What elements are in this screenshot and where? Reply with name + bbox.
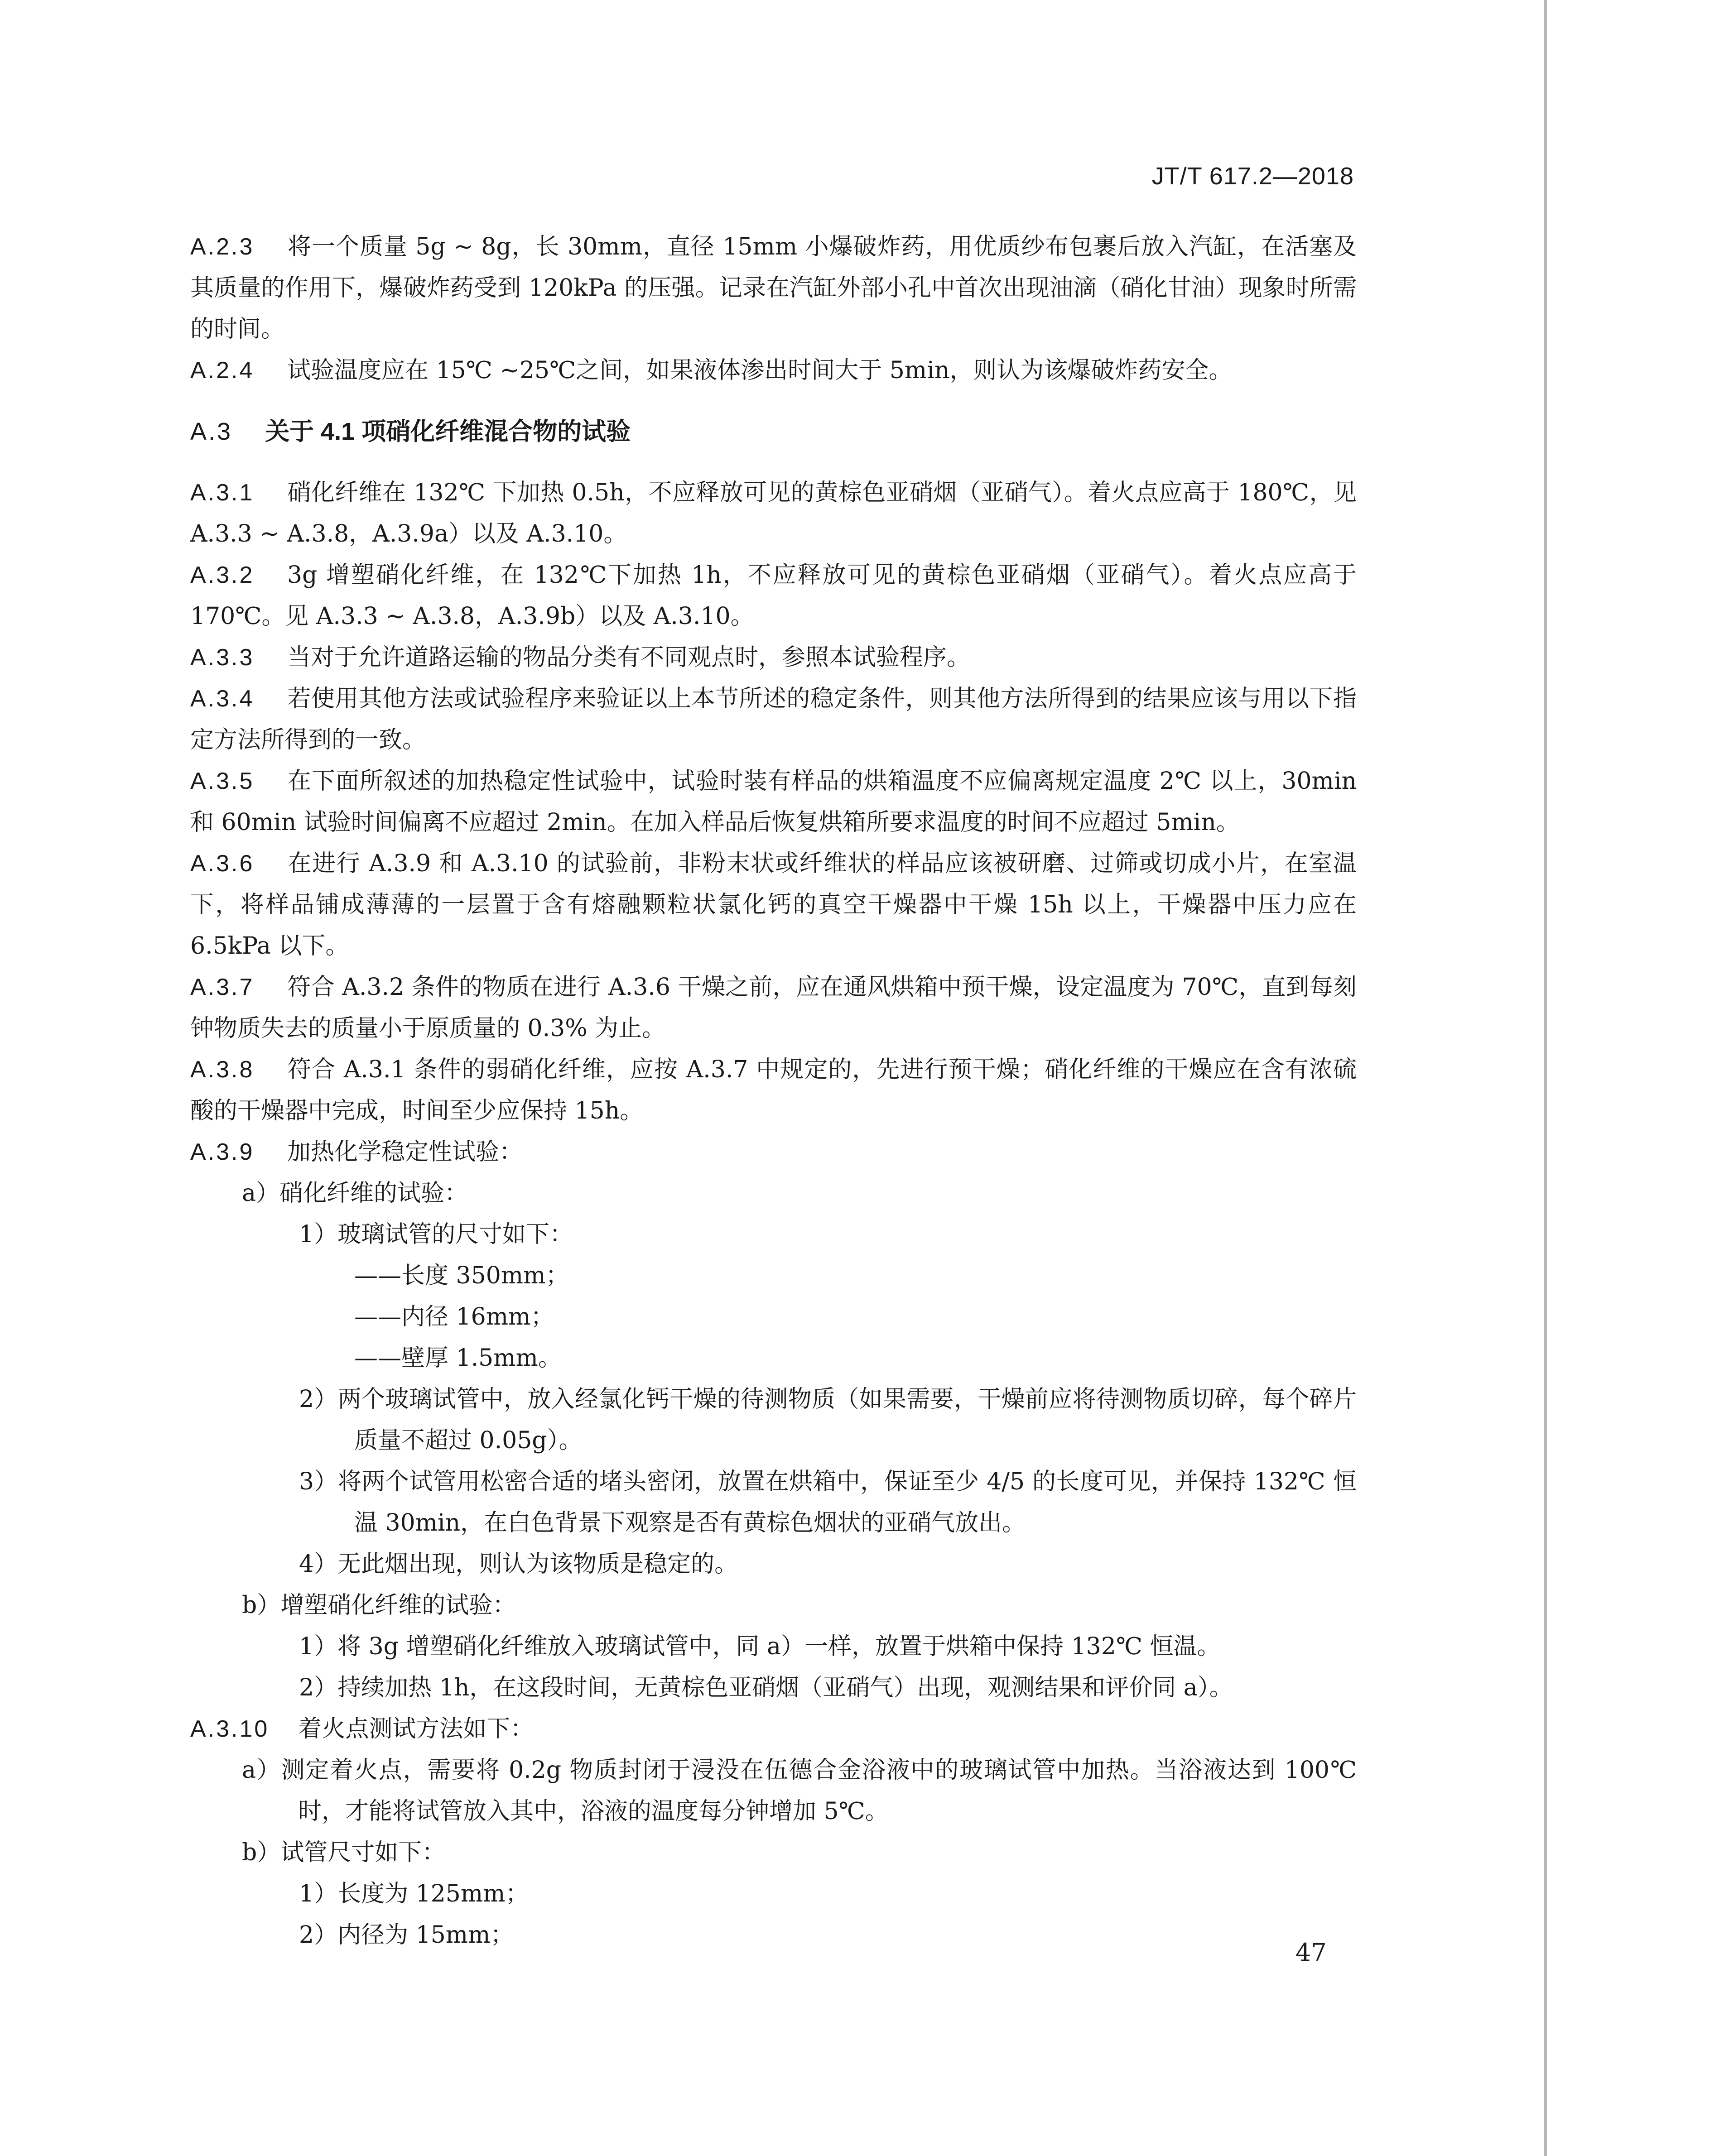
list-item-a39-a3 bbox=[190, 1461, 1357, 1544]
clause-text: 着火点测试方法如下： bbox=[298, 1715, 534, 1743]
list-marker: b） bbox=[242, 1839, 281, 1866]
clause-a33 bbox=[190, 637, 1357, 678]
clause-text: 符合 A.3.1 条件的弱硝化纤维，应按 A.3.7 中规定的，先进行预干燥；硝化纤维的干燥应在含有浓硫酸的干燥器中完成，时间至少应保持 15h。 bbox=[190, 1056, 1357, 1124]
list-marker: 2） bbox=[299, 1674, 338, 1701]
clause-a31 bbox=[190, 472, 1357, 555]
clause-number: A.2.4 bbox=[190, 357, 255, 384]
section-heading-a3 bbox=[190, 411, 1357, 452]
list-item-a39-b bbox=[190, 1585, 1357, 1626]
list-item-a310-a bbox=[190, 1750, 1357, 1832]
list-item-a310-b bbox=[190, 1832, 1357, 1873]
list-item-a39-b2 bbox=[190, 1667, 1357, 1709]
dash-item-wall-thickness: ——壁厚 1.5mm。 bbox=[354, 1344, 562, 1372]
list-text: 将两个试管用松密合适的堵头密闭，放置在烘箱中，保证至少 4/5 的长度可见，并保持 132℃ 恒温 30min，在白色背景下观察是否有黄棕色烟状的亚硝气放出。 bbox=[337, 1468, 1357, 1537]
list-text: 持续加热 1h，在这段时间，无黄棕色亚硝烟（亚硝气）出现，观测结果和评价同 a）。 bbox=[337, 1674, 1233, 1701]
document-body bbox=[190, 226, 1357, 1956]
clause-number: A.3.8 bbox=[190, 1056, 255, 1083]
clause-number: A.3.2 bbox=[190, 562, 255, 588]
clause-a32 bbox=[190, 555, 1357, 637]
clause-a35 bbox=[190, 761, 1357, 843]
dash-item-inner-diameter: ——内径 16mm； bbox=[354, 1303, 554, 1330]
list-text: 将 3g 增塑硝化纤维放入玻璃试管中，同 a）一样，放置于烘箱中保持 132℃ 恒温。 bbox=[337, 1633, 1221, 1660]
clause-number: A.3.3 bbox=[190, 644, 255, 671]
clause-number: A.3.7 bbox=[190, 974, 255, 1000]
list-item-a39-a2 bbox=[190, 1379, 1357, 1461]
list-marker: 2） bbox=[299, 1386, 338, 1413]
section-number: A.3 bbox=[190, 418, 233, 445]
list-item-a39-b1 bbox=[190, 1626, 1357, 1667]
list-text: 增塑硝化纤维的试验： bbox=[280, 1592, 516, 1619]
clause-number: A.3.6 bbox=[190, 850, 255, 877]
clause-number: A.3.1 bbox=[190, 480, 255, 506]
list-marker: 2） bbox=[299, 1921, 338, 1949]
list-marker: b） bbox=[242, 1592, 281, 1619]
list-text: 玻璃试管的尺寸如下： bbox=[337, 1221, 573, 1248]
list-text: 长度为 125mm； bbox=[337, 1880, 529, 1907]
list-text: 测定着火点，需要将 0.2g 物质封闭于浸没在伍德合金浴液中的玻璃试管中加热。当浴液达到 100℃ 时，才能将试管放入其中，浴液的温度每分钟增加 5℃。 bbox=[281, 1757, 1357, 1825]
list-item-a39-a bbox=[190, 1173, 1357, 1214]
clause-text: 符合 A.3.2 条件的物质在进行 A.3.6 干燥之前，应在通风烘箱中预干燥，设定温度为 70℃，直到每刻钟物质失去的质量小于原质量的 0.3% 为止。 bbox=[190, 974, 1357, 1042]
clause-number: A.3.10 bbox=[190, 1716, 270, 1742]
list-marker: 1） bbox=[299, 1880, 338, 1907]
page-number: 47 bbox=[1295, 1938, 1327, 1967]
clause-a34 bbox=[190, 678, 1357, 761]
list-text: 两个玻璃试管中，放入经氯化钙干燥的待测物质（如果需要，干燥前应将待测物质切碎，每个碎片质量不超过 0.05g）。 bbox=[337, 1386, 1357, 1454]
dash-item-length: ——长度 350mm； bbox=[354, 1262, 569, 1289]
standard-code: JT/T 617.2—2018 bbox=[1151, 163, 1354, 190]
clause-a39 bbox=[190, 1132, 1357, 1173]
clause-a37 bbox=[190, 967, 1357, 1049]
list-marker: a） bbox=[242, 1180, 280, 1207]
list-text: 硝化纤维的试验： bbox=[279, 1180, 468, 1207]
clause-text: 在下面所叙述的加热稳定性试验中，试验时装有样品的烘箱温度不应偏离规定温度 2℃ 以上，30min 和 60min 试验时间偏离不应超过 2min。在加入样品后恢复烘箱所要求温度的时间不应超过 5min。 bbox=[190, 768, 1357, 836]
clause-text: 当对于允许道路运输的物品分类有不同观点时，参照本试验程序。 bbox=[287, 644, 971, 671]
clause-text: 3g 增塑硝化纤维，在 132℃下加热 1h，不应释放可见的黄棕色亚硝烟（亚硝气）。着火点应高于 170℃。见 A.3.3 ~ A.3.8，A.3.9b）以及 A.3.10。 bbox=[190, 562, 1357, 630]
list-marker: 1） bbox=[299, 1221, 338, 1248]
clause-text: 硝化纤维在 132℃ 下加热 0.5h，不应释放可见的黄棕色亚硝烟（亚硝气）。着火点应高于 180℃，见 A.3.3 ~ A.3.8，A.3.9a）以及 A.3.10。 bbox=[190, 479, 1357, 547]
list-marker: 3） bbox=[299, 1468, 338, 1495]
section-title: 关于 4.1 项硝化纤维混合物的试验 bbox=[265, 418, 631, 445]
clause-number: A.3.5 bbox=[190, 768, 255, 794]
list-text: 无此烟出现，则认为该物质是稳定的。 bbox=[337, 1551, 738, 1578]
clause-text: 加热化学稳定性试验： bbox=[287, 1138, 523, 1166]
list-text: 试管尺寸如下： bbox=[280, 1839, 446, 1866]
clause-a310 bbox=[190, 1709, 1357, 1750]
clause-a38 bbox=[190, 1049, 1357, 1132]
list-marker: 4） bbox=[299, 1551, 338, 1578]
page-edge-line bbox=[1544, 0, 1547, 2156]
list-item-a310-b1 bbox=[190, 1873, 1357, 1915]
clause-a36 bbox=[190, 843, 1357, 967]
clause-number: A.3.4 bbox=[190, 686, 255, 712]
clause-text: 在进行 A.3.9 和 A.3.10 的试验前，非粉末状或纤维状的样品应该被研磨、过筛或切成小片，在室温下，将样品铺成薄薄的一层置于含有熔融颗粒状氯化钙的真空干燥器中干燥 15h 以上，干燥器中压力应在 6.5kPa 以下。 bbox=[190, 850, 1357, 960]
list-item-a39-a4 bbox=[190, 1544, 1357, 1585]
list-marker: 1） bbox=[299, 1633, 338, 1660]
clause-text: 将一个质量 5g ~ 8g，长 30mm，直径 15mm 小爆破炸药，用优质纱布包裹后放入汽缸，在活塞及其质量的作用下，爆破炸药受到 120kPa 的压强。记录在汽缸外部小孔中首次出现油滴（硝化甘油）现象时所需的时间。 bbox=[190, 233, 1357, 343]
clause-a24 bbox=[190, 350, 1357, 391]
clause-text: 试验温度应在 15℃ ~25℃之间，如果液体渗出时间大于 5min，则认为该爆破炸药安全。 bbox=[287, 357, 1233, 384]
clause-text: 若使用其他方法或试验程序来验证以上本节所述的稳定条件，则其他方法所得到的结果应该与用以下指定方法所得到的一致。 bbox=[190, 685, 1357, 754]
list-text: 内径为 15mm； bbox=[337, 1921, 514, 1949]
clause-number: A.2.3 bbox=[190, 234, 255, 260]
list-item-a310-b2 bbox=[190, 1915, 1357, 1956]
clause-a23 bbox=[190, 226, 1357, 350]
list-marker: a） bbox=[242, 1757, 281, 1784]
clause-number: A.3.9 bbox=[190, 1139, 255, 1165]
list-item-a39-a1 bbox=[190, 1214, 1357, 1255]
